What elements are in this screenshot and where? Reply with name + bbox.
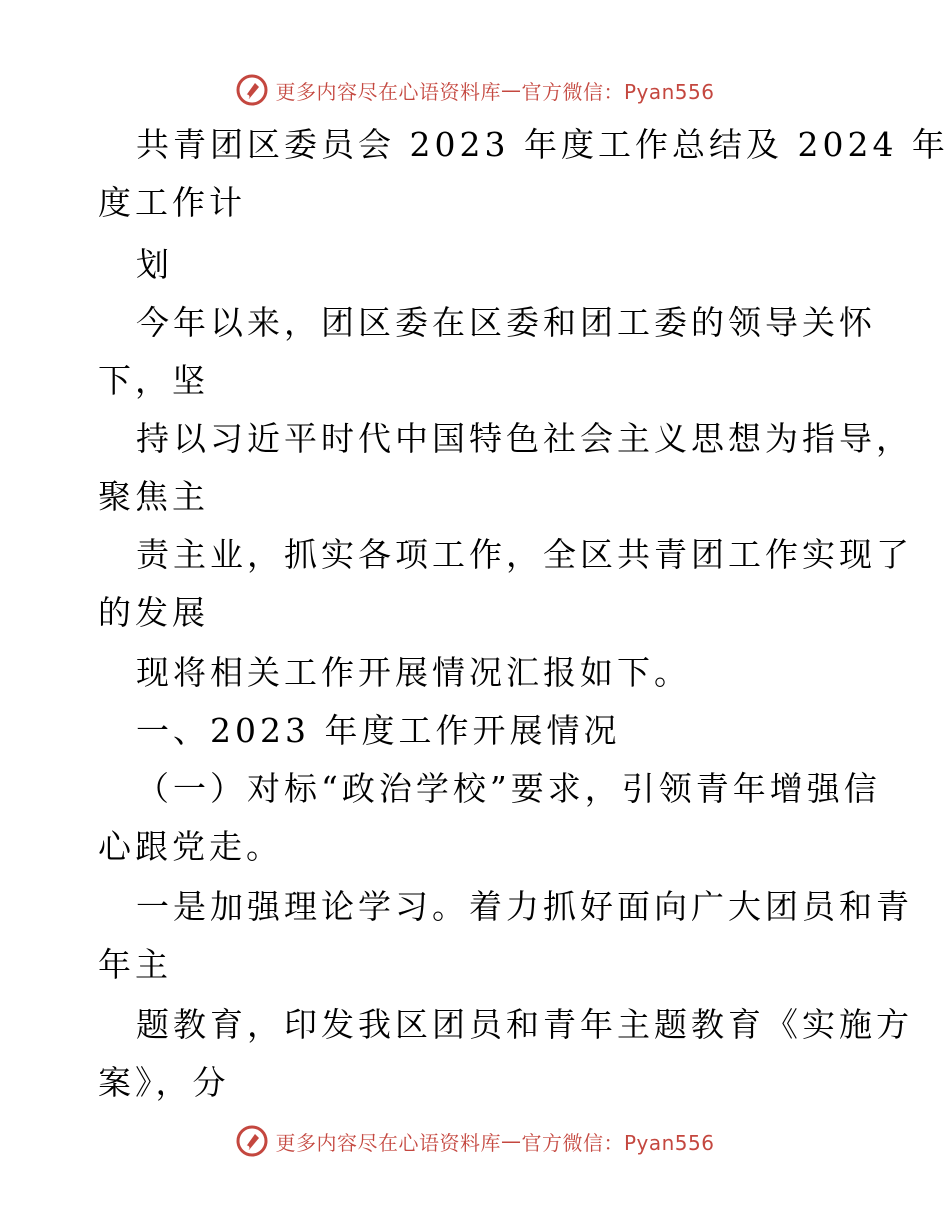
paragraph-line: 责主业，抓实各项工作，全区共青团工作实现了	[136, 535, 913, 574]
paragraph-line: 今年以来，团区委在区委和团工委的领导关怀	[136, 303, 876, 342]
document-title-line-2: 度工作计	[98, 183, 246, 222]
footer-watermark	[0, 1121, 950, 1161]
paragraph-line: 年主	[98, 945, 172, 984]
watermark-separator: —	[500, 1129, 522, 1153]
paragraph-line: 下，坚	[98, 361, 209, 400]
document-title-line-3: 划	[136, 245, 173, 284]
paragraph-line: 聚焦主	[98, 477, 209, 516]
watermark-site-text: 更多内容尽在心语资料库	[275, 79, 501, 104]
paragraph-line: 一是加强理论学习。着力抓好面向广大团员和青	[136, 887, 913, 926]
watermark-separator: —	[500, 78, 522, 102]
watermark-wechat-text: 官方微信：Pyan556	[521, 79, 715, 104]
watermark-wechat-text: 官方微信：Pyan556	[521, 1130, 715, 1155]
header-watermark	[0, 70, 950, 110]
section-heading: 一、2023 年度工作开展情况	[136, 711, 621, 750]
pen-nib-logo-icon	[235, 73, 269, 107]
paragraph-line: 持以习近平时代中国特色社会主义思想为指导，	[136, 419, 913, 458]
subsection-heading-cont: 心跟党走。	[98, 827, 283, 866]
paragraph-line: 的发展	[98, 593, 209, 632]
watermark-site-text: 更多内容尽在心语资料库	[275, 1130, 501, 1155]
subsection-heading: （一）对标“政治学校”要求，引领青年增强信	[136, 769, 881, 808]
paragraph-line: 题教育，印发我区团员和青年主题教育《实施方	[136, 1005, 913, 1044]
paragraph-line: 案》，分	[98, 1063, 230, 1102]
document-title-line-1: 共青团区委员会 2023 年度工作总结及 2024 年	[136, 125, 949, 164]
pen-nib-logo-icon	[235, 1124, 269, 1158]
paragraph-line: 现将相关工作开展情况汇报如下。	[136, 653, 691, 692]
